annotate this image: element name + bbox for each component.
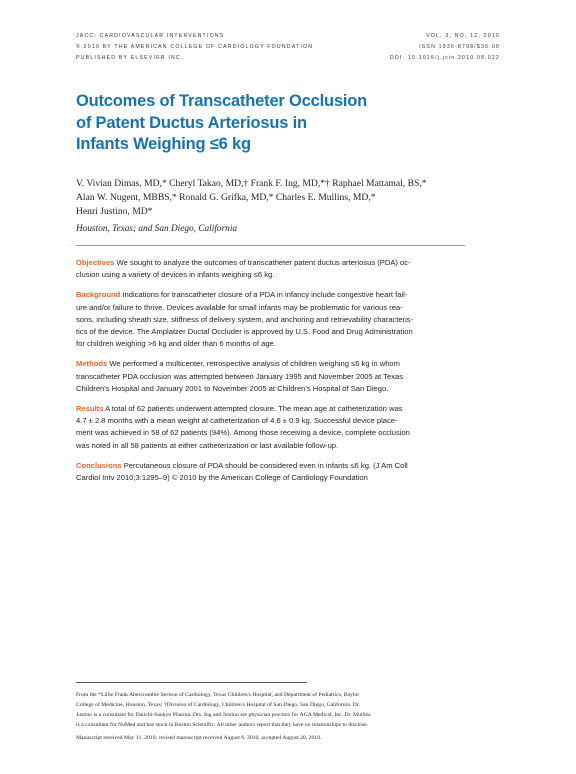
article-title [76,91,496,156]
abstract-line: 4.7 ± 2.8 months with a mean weight at catheterization of 4.6 ± 0.9 kg. Successful device place- [76,416,398,426]
issn-line: ISSN 1936-8798/$36.00 [419,44,500,50]
abstract-line: Indications for transcatheter closure of a PDA in infancy include congestive heart fail- [122,290,408,300]
title-line: of Patent Ductus Arteriosus in [76,113,307,132]
affiliation: Houston, Texas; and San Diego, California [76,224,238,234]
section-heading: Conclusions [76,460,122,470]
author-line: V. Vivian Dimas, MD,* Cheryl Takao, MD,† Frank F. Ing, MD,*† Raphael Mattamal, BS,* [76,178,427,189]
abstract-line: We sought to analyze the outcomes of transcatheter patent ductus arteriosus (PDA) oc- [116,258,411,267]
section-divider [76,245,465,246]
section-heading: Methods [76,359,108,369]
abstract-line: sons, including sheath size, stiffness of delivery system, and anchoring and retrievability characteris- [76,314,414,324]
footnote-line: Justino is a consultant for Daiichi-Sankyo Pharma. Drs. Ing and Justino are physician proctors for AGA Medical, Inc. Dr. Mullins [76,712,371,718]
abstract-line: transcatheter PDA occlusion was attempted between January 1995 and November 2005 at Texas [76,371,404,381]
publisher-line: PUBLISHED BY ELSEVIER INC. [76,55,184,61]
abstract-line: Cardiol Intv 2010;3:1295–9) © 2010 by the American College of Cardiology Foundation [76,473,368,483]
volume-line: VOL. 3, NO. 12, 2010 [426,33,500,39]
footnote-line: College of Medicine, Houston, Texas; †Division of Cardiology, Children's Hospital of San Diego, San Diego, California. Dr. [76,702,360,708]
abstract-line: clusion using a variety of devices in infants weighing ≤6 kg. [76,270,275,280]
section-heading: Background [76,290,121,300]
footnote-divider [76,682,307,683]
abstract-line: ment was achieved in 58 of 62 patients (94%). Among those receiving a device, complete occlusion [76,428,410,438]
author-line: Henri Justino, MD* [76,205,153,217]
abstract-line: A total of 62 patients underwent attempted closure. The mean age at catheterization was [105,404,403,414]
title-line: Infants Weighing ≤6 kg [76,135,251,153]
copyright-line: © 2010 BY THE AMERICAN COLLEGE OF CARDIOLOGY FOUNDATION [76,44,314,50]
footnote [76,690,506,743]
abstract [76,257,506,492]
abstract-line: tics of the device. The Amplatzer Ductal Occluder is approved by U.S. Food and Drug Administration [76,327,413,337]
doi-line: DOI: 10.1016/j.jcin.2010.08.022 [389,55,500,61]
abstract-conclusions [76,460,506,484]
section-heading: Results [76,404,104,414]
abstract-background [76,289,506,350]
author-list [76,177,506,218]
section-heading: Objectives [76,258,115,267]
abstract-line: Percutaneous closure of PDA should be considered even in infants ≤6 kg. (J Am Coll [123,460,408,470]
footnote-line: is a consultant for NuMed and has stock in Boston Scientific. All other authors report that they have no relationships to disclose. [76,722,369,728]
journal-header-right [390,31,500,64]
footnote-line: From the *Lillie Frank Abercrombie Section of Cardiology, Texas Children's Hospital, and Department of Pediatrics, Baylor [76,692,360,698]
title-line: Outcomes of Transcatheter Occlusion [76,92,367,110]
abstract-line: ure and/or failure to thrive. Devices available for small infants may be problematic for various rea- [76,302,403,312]
abstract-results [76,403,506,452]
abstract-line: was noted in all 58 patients at either catheterization or last available follow-up. [76,440,339,450]
abstract-line: for children weighing >6 kg and older than 6 months of age. [76,339,276,349]
abstract-methods [76,358,506,395]
journal-name: JACC: CARDIOVASCULAR INTERVENTIONS [76,33,225,39]
author-line: Alan W. Nugent, MBBS,* Ronald G. Grifka, MD,* Charles E. Mullins, MD,* [76,191,376,203]
journal-header-left [76,31,313,64]
manuscript-received: Manuscript received May 11, 2010; revised manuscript received August 6, 2010, accepted August 20, 2010. [76,735,322,741]
abstract-line: We performed a multicenter, retrospective analysis of children weighing ≤6 kg in whom [109,359,400,369]
abstract-objectives [76,257,506,281]
abstract-line: Children's Hospital and January 2001 to November 2005 at Children's Hospital of San Diego. [76,383,389,393]
